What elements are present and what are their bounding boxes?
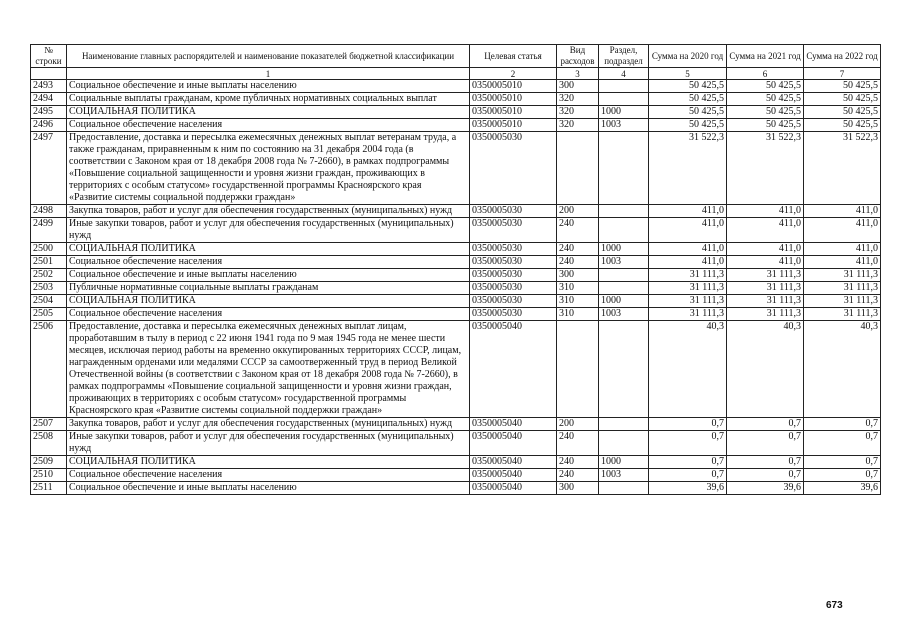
table-row <box>31 93 881 106</box>
row-sum-2020: 31 111,3 <box>649 308 727 321</box>
row-sum-2021: 31 111,3 <box>727 308 804 321</box>
table-row <box>31 243 881 256</box>
row-number: 2499 <box>31 218 67 243</box>
row-sum-2020: 411,0 <box>649 256 727 269</box>
row-target-article: 0350005040 <box>470 456 557 469</box>
row-expense-kind: 200 <box>557 418 599 431</box>
row-target-article: 0350005040 <box>470 482 557 495</box>
row-section <box>599 93 649 106</box>
row-name: Социальное обеспечение и иные выплаты населению <box>67 80 470 93</box>
row-sum-2021: 411,0 <box>727 243 804 256</box>
table-row <box>31 282 881 295</box>
row-sum-2020: 0,7 <box>649 456 727 469</box>
row-expense-kind: 240 <box>557 256 599 269</box>
row-target-article: 0350005010 <box>470 106 557 119</box>
table-row <box>31 418 881 431</box>
row-number: 2497 <box>31 132 67 205</box>
row-sum-2021: 411,0 <box>727 256 804 269</box>
row-name: Иные закупки товаров, работ и услуг для обеспечения государственных (муниципальных) нужд <box>67 431 470 456</box>
table-row <box>31 431 881 456</box>
row-sum-2020: 40,3 <box>649 321 727 418</box>
row-expense-kind: 320 <box>557 93 599 106</box>
row-number: 2501 <box>31 256 67 269</box>
row-sum-2021: 411,0 <box>727 218 804 243</box>
row-sum-2022: 411,0 <box>804 243 881 256</box>
row-number: 2511 <box>31 482 67 495</box>
header-section: Раздел, подраздел <box>599 45 649 68</box>
row-name: СОЦИАЛЬНАЯ ПОЛИТИКА <box>67 243 470 256</box>
row-section <box>599 269 649 282</box>
header-sum-2020: Сумма на 2020 год <box>649 45 727 68</box>
row-number: 2504 <box>31 295 67 308</box>
row-sum-2022: 31 522,3 <box>804 132 881 205</box>
row-expense-kind: 200 <box>557 205 599 218</box>
row-expense-kind <box>557 132 599 205</box>
row-sum-2020: 31 111,3 <box>649 282 727 295</box>
table-row <box>31 119 881 132</box>
table-row <box>31 205 881 218</box>
row-sum-2020: 50 425,5 <box>649 93 727 106</box>
row-target-article: 0350005030 <box>470 295 557 308</box>
row-sum-2022: 31 111,3 <box>804 295 881 308</box>
row-sum-2022: 40,3 <box>804 321 881 418</box>
row-name: Социальное обеспечение населения <box>67 469 470 482</box>
row-sum-2020: 411,0 <box>649 205 727 218</box>
table-row <box>31 132 881 205</box>
row-name: СОЦИАЛЬНАЯ ПОЛИТИКА <box>67 295 470 308</box>
row-section: 1003 <box>599 308 649 321</box>
row-number: 2509 <box>31 456 67 469</box>
col-number: 4 <box>599 68 649 80</box>
col-number: 1 <box>67 68 470 80</box>
table-row <box>31 256 881 269</box>
row-sum-2021: 39,6 <box>727 482 804 495</box>
row-number: 2500 <box>31 243 67 256</box>
row-section: 1003 <box>599 469 649 482</box>
header-sum-2021: Сумма на 2021 год <box>727 45 804 68</box>
col-number: 5 <box>649 68 727 80</box>
row-sum-2022: 411,0 <box>804 218 881 243</box>
table-row <box>31 80 881 93</box>
row-expense-kind: 240 <box>557 469 599 482</box>
row-sum-2022: 50 425,5 <box>804 119 881 132</box>
header-target: Целевая статья <box>470 45 557 68</box>
row-sum-2020: 39,6 <box>649 482 727 495</box>
row-sum-2022: 31 111,3 <box>804 282 881 295</box>
row-name: Предоставление, доставка и пересылка ежемесячных денежных выплат лицам, проработавшим в тылу в период с 22 июня 1941 года по 9 мая 1945 года не менее шести месяцев, исключая период работы на временно оккупированных территориях СССР, лицам, награжденным орденами или медалями СССР за самоотверженный труд в период Великой Отечественной войны (в соответствии с Законом края от 18 декабря 2008 года № 7-2660), в рамках подпрограммы «Повышение социальной защищенности и уровня жизни граждан, проживающих в территориях с особым статусом» государственной программы Красноярского края «Развитие системы социальной поддержки граждан» <box>67 321 470 418</box>
row-expense-kind: 300 <box>557 482 599 495</box>
row-sum-2022: 50 425,5 <box>804 93 881 106</box>
row-sum-2021: 0,7 <box>727 456 804 469</box>
row-number: 2510 <box>31 469 67 482</box>
row-sum-2022: 50 425,5 <box>804 80 881 93</box>
row-number: 2493 <box>31 80 67 93</box>
row-name: Закупка товаров, работ и услуг для обеспечения государственных (муниципальных) нужд <box>67 205 470 218</box>
row-expense-kind: 240 <box>557 456 599 469</box>
row-sum-2021: 31 522,3 <box>727 132 804 205</box>
row-expense-kind: 320 <box>557 106 599 119</box>
row-target-article: 0350005030 <box>470 243 557 256</box>
table-row <box>31 218 881 243</box>
row-expense-kind: 240 <box>557 218 599 243</box>
row-target-article: 0350005040 <box>470 431 557 456</box>
page-number: 673 <box>826 600 843 611</box>
col-number: 6 <box>727 68 804 80</box>
row-sum-2020: 0,7 <box>649 418 727 431</box>
col-number: 2 <box>470 68 557 80</box>
row-sum-2020: 0,7 <box>649 431 727 456</box>
row-section: 1003 <box>599 119 649 132</box>
row-number: 2505 <box>31 308 67 321</box>
row-target-article: 0350005030 <box>470 132 557 205</box>
row-number: 2502 <box>31 269 67 282</box>
row-section <box>599 205 649 218</box>
row-target-article: 0350005030 <box>470 218 557 243</box>
row-expense-kind: 310 <box>557 282 599 295</box>
row-section <box>599 431 649 456</box>
header-sum-2022: Сумма на 2022 год <box>804 45 881 68</box>
row-name: Предоставление, доставка и пересылка ежемесячных денежных выплат ветеранам труда, а также гражданам, приравненным к ним по состоянию на 31 декабря 2004 года (в соответствии с Законом края от 18 декабря 2008 года № 7-2660), в рамках подпрограммы «Повышение социальной защищенности и уровня жизни граждан, проживающих в территориях с особым статусом» государственной программы Красноярского края «Развитие системы социальной поддержки граждан» <box>67 132 470 205</box>
row-sum-2020: 31 111,3 <box>649 295 727 308</box>
table-row <box>31 321 881 418</box>
row-target-article: 0350005030 <box>470 269 557 282</box>
row-expense-kind: 310 <box>557 295 599 308</box>
row-sum-2022: 0,7 <box>804 418 881 431</box>
row-sum-2020: 31 111,3 <box>649 269 727 282</box>
row-target-article: 0350005040 <box>470 321 557 418</box>
row-number: 2507 <box>31 418 67 431</box>
row-name: Социальное обеспечение населения <box>67 308 470 321</box>
row-sum-2022: 0,7 <box>804 456 881 469</box>
row-sum-2021: 50 425,5 <box>727 93 804 106</box>
row-sum-2020: 50 425,5 <box>649 80 727 93</box>
row-sum-2021: 0,7 <box>727 469 804 482</box>
row-section: 1000 <box>599 106 649 119</box>
row-sum-2020: 50 425,5 <box>649 119 727 132</box>
row-expense-kind: 300 <box>557 269 599 282</box>
row-sum-2021: 31 111,3 <box>727 269 804 282</box>
table-row <box>31 106 881 119</box>
row-number: 2495 <box>31 106 67 119</box>
row-sum-2022: 31 111,3 <box>804 269 881 282</box>
row-section: 1000 <box>599 243 649 256</box>
table-row <box>31 269 881 282</box>
table-header-row <box>31 45 881 68</box>
row-name: Закупка товаров, работ и услуг для обеспечения государственных (муниципальных) нужд <box>67 418 470 431</box>
row-sum-2021: 411,0 <box>727 205 804 218</box>
row-section <box>599 80 649 93</box>
row-sum-2020: 411,0 <box>649 243 727 256</box>
row-target-article: 0350005030 <box>470 282 557 295</box>
row-expense-kind: 310 <box>557 308 599 321</box>
row-sum-2021: 31 111,3 <box>727 295 804 308</box>
row-name: Социальное обеспечение и иные выплаты населению <box>67 482 470 495</box>
row-number: 2503 <box>31 282 67 295</box>
row-target-article: 0350005010 <box>470 119 557 132</box>
row-expense-kind: 320 <box>557 119 599 132</box>
table-row <box>31 469 881 482</box>
row-target-article: 0350005040 <box>470 469 557 482</box>
header-name: Наименование главных распорядителей и наименование показателей бюджетной классификации <box>67 45 470 68</box>
row-sum-2022: 50 425,5 <box>804 106 881 119</box>
row-sum-2020: 31 522,3 <box>649 132 727 205</box>
table-body <box>31 80 881 495</box>
row-expense-kind <box>557 321 599 418</box>
row-name: СОЦИАЛЬНАЯ ПОЛИТИКА <box>67 456 470 469</box>
row-sum-2020: 411,0 <box>649 218 727 243</box>
row-number: 2498 <box>31 205 67 218</box>
row-sum-2021: 0,7 <box>727 418 804 431</box>
table-row <box>31 482 881 495</box>
budget-table <box>30 44 881 495</box>
column-number-row <box>31 68 881 80</box>
row-number: 2496 <box>31 119 67 132</box>
row-section <box>599 482 649 495</box>
row-section <box>599 282 649 295</box>
table-row <box>31 308 881 321</box>
row-section <box>599 218 649 243</box>
row-section: 1000 <box>599 456 649 469</box>
row-expense-kind: 240 <box>557 431 599 456</box>
header-kind: Вид расходов <box>557 45 599 68</box>
table-row <box>31 456 881 469</box>
row-target-article: 0350005010 <box>470 80 557 93</box>
table-row <box>31 295 881 308</box>
row-sum-2020: 0,7 <box>649 469 727 482</box>
row-target-article: 0350005030 <box>470 308 557 321</box>
col-number-blank <box>31 68 67 80</box>
row-sum-2021: 50 425,5 <box>727 80 804 93</box>
header-row-no: № строки <box>31 45 67 68</box>
col-number: 3 <box>557 68 599 80</box>
row-number: 2506 <box>31 321 67 418</box>
row-sum-2020: 50 425,5 <box>649 106 727 119</box>
row-sum-2021: 40,3 <box>727 321 804 418</box>
row-name: СОЦИАЛЬНАЯ ПОЛИТИКА <box>67 106 470 119</box>
row-sum-2021: 50 425,5 <box>727 119 804 132</box>
row-expense-kind: 300 <box>557 80 599 93</box>
row-name: Публичные нормативные социальные выплаты гражданам <box>67 282 470 295</box>
col-number: 7 <box>804 68 881 80</box>
row-expense-kind: 240 <box>557 243 599 256</box>
row-name: Социальное обеспечение населения <box>67 256 470 269</box>
row-sum-2021: 31 111,3 <box>727 282 804 295</box>
row-name: Социальное обеспечение и иные выплаты населению <box>67 269 470 282</box>
row-section <box>599 132 649 205</box>
row-section: 1003 <box>599 256 649 269</box>
row-sum-2022: 411,0 <box>804 256 881 269</box>
row-sum-2022: 39,6 <box>804 482 881 495</box>
row-section <box>599 418 649 431</box>
row-section: 1000 <box>599 295 649 308</box>
row-sum-2022: 411,0 <box>804 205 881 218</box>
row-sum-2021: 50 425,5 <box>727 106 804 119</box>
row-target-article: 0350005010 <box>470 93 557 106</box>
row-section <box>599 321 649 418</box>
row-target-article: 0350005030 <box>470 205 557 218</box>
row-name: Социальное обеспечение населения <box>67 119 470 132</box>
row-sum-2022: 0,7 <box>804 431 881 456</box>
row-sum-2022: 0,7 <box>804 469 881 482</box>
row-name: Иные закупки товаров, работ и услуг для обеспечения государственных (муниципальных) нужд <box>67 218 470 243</box>
row-target-article: 0350005040 <box>470 418 557 431</box>
row-name: Социальные выплаты гражданам, кроме публичных нормативных социальных выплат <box>67 93 470 106</box>
row-sum-2022: 31 111,3 <box>804 308 881 321</box>
row-number: 2494 <box>31 93 67 106</box>
row-number: 2508 <box>31 431 67 456</box>
row-target-article: 0350005030 <box>470 256 557 269</box>
row-sum-2021: 0,7 <box>727 431 804 456</box>
